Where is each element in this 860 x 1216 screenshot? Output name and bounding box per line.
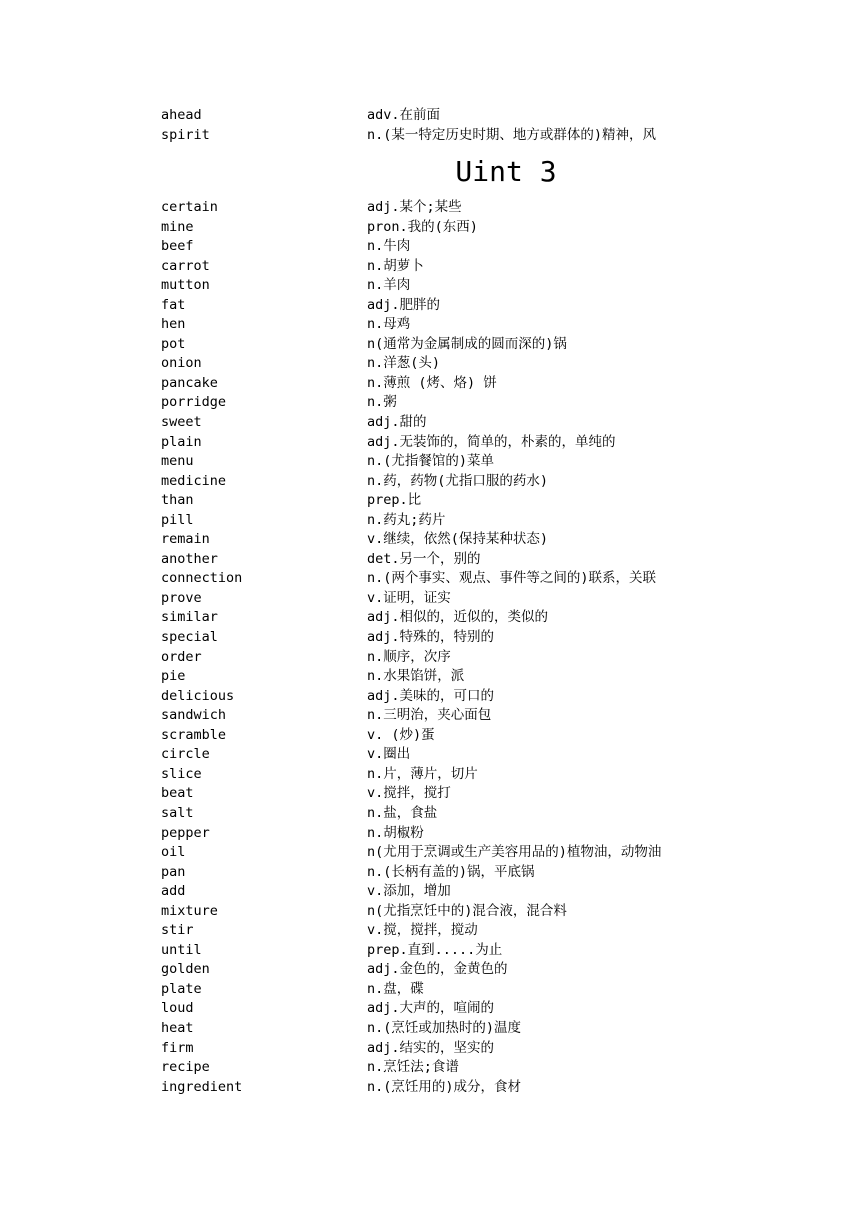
- vocab-row: [161, 1019, 697, 1039]
- vocab-word: special: [161, 629, 218, 646]
- vocab-meaning: v.添加，增加: [367, 883, 451, 900]
- vocab-word: another: [161, 550, 218, 567]
- vocab-meaning: n(通常为金属制成的圆而深的)锅: [367, 335, 567, 352]
- vocab-word: medicine: [161, 472, 227, 489]
- vocab-word: slice: [161, 765, 202, 782]
- vocab-meaning: n.羊肉: [367, 277, 411, 294]
- vocab-meaning: v.搅，搅拌，搅动: [367, 922, 478, 939]
- vocab-row: [161, 452, 697, 472]
- vocab-row: [161, 921, 697, 941]
- vocab-word: golden: [161, 961, 210, 978]
- vocab-row: [161, 218, 697, 238]
- vocab-meaning: n(尤指烹饪中的)混合液，混合料: [367, 902, 567, 919]
- vocab-word: ingredient: [161, 1078, 243, 1095]
- vocab-row: [161, 413, 697, 433]
- vocab-row: [161, 550, 697, 570]
- vocab-word: similar: [161, 609, 218, 626]
- vocab-meaning: adj.结实的，坚实的: [367, 1039, 495, 1056]
- vocab-row: [161, 276, 697, 296]
- vocab-word: firm: [161, 1039, 194, 1056]
- vocab-row: [161, 687, 697, 707]
- vocab-word: loud: [161, 1000, 194, 1017]
- vocab-word: fat: [161, 296, 186, 313]
- vocab-row: [161, 902, 697, 922]
- vocab-row: [161, 335, 697, 355]
- vocab-word: mine: [161, 218, 194, 235]
- vocab-meaning: n.水果馅饼，派: [367, 668, 465, 685]
- vocab-meaning: n.(尤指餐馆的)菜单: [367, 453, 495, 470]
- vocab-meaning: n.(烹饪用的)成分，食材: [367, 1078, 522, 1095]
- vocab-word: hen: [161, 316, 186, 333]
- vocab-row: [161, 804, 697, 824]
- vocab-word: circle: [161, 746, 210, 763]
- vocab-word: remain: [161, 531, 210, 548]
- vocab-meaning: prep.比: [367, 492, 422, 509]
- vocab-word: carrot: [161, 257, 210, 274]
- vocab-meaning: v. (炒)蛋: [367, 726, 435, 743]
- vocab-meaning: adj.金色的，金黄色的: [367, 961, 508, 978]
- vocab-meaning: n.(烹饪或加热时的)温度: [367, 1019, 522, 1036]
- vocab-word: plain: [161, 433, 202, 450]
- vocab-row: [161, 433, 697, 453]
- vocab-word: prove: [161, 589, 202, 606]
- vocab-row: [161, 706, 697, 726]
- vocab-row: [161, 491, 697, 511]
- vocab-meaning: prep.直到.....为止: [367, 941, 503, 958]
- vocab-row: [161, 354, 697, 374]
- vocab-word: order: [161, 648, 202, 665]
- vocab-row: [161, 980, 697, 1000]
- unit-word-list: [161, 198, 697, 1097]
- vocab-meaning: n.胡萝卜: [367, 257, 424, 274]
- vocab-meaning: adj.大声的，喧闹的: [367, 1000, 495, 1017]
- vocab-meaning: adj.美味的，可口的: [367, 687, 495, 704]
- vocab-meaning: n.药，药物(尤指口服的药水): [367, 472, 549, 489]
- vocab-word: onion: [161, 355, 202, 372]
- vocab-word: sandwich: [161, 707, 227, 724]
- vocab-meaning: v.证明，证实: [367, 589, 451, 606]
- vocab-meaning: adj.特殊的，特别的: [367, 629, 495, 646]
- vocab-word: until: [161, 941, 202, 958]
- vocab-row: [161, 393, 697, 413]
- vocab-word: sweet: [161, 414, 202, 431]
- vocab-word: mutton: [161, 277, 210, 294]
- vocab-meaning: n.母鸡: [367, 316, 411, 333]
- vocab-row: [161, 237, 697, 257]
- vocab-word: scramble: [161, 726, 227, 743]
- vocab-word: pan: [161, 863, 186, 880]
- vocab-word: certain: [161, 199, 218, 215]
- vocab-word: stir: [161, 922, 194, 939]
- vocab-meaning: n.洋葱(头): [367, 355, 441, 372]
- vocab-row: [161, 667, 697, 687]
- vocab-row: [161, 1078, 697, 1098]
- unit-heading: Uint 3: [455, 155, 557, 188]
- vocab-row: [161, 726, 697, 746]
- vocab-row: [161, 628, 697, 648]
- vocab-row: [161, 745, 697, 765]
- vocab-meaning: n.粥: [367, 394, 397, 411]
- vocab-meaning: n.片，薄片，切片: [367, 765, 478, 782]
- vocab-row: [161, 530, 697, 550]
- vocab-meaning: n.盐，食盐: [367, 804, 438, 821]
- vocab-row: [161, 1058, 697, 1078]
- vocab-row: [161, 882, 697, 902]
- vocab-word: menu: [161, 453, 194, 470]
- vocab-row: [161, 784, 697, 804]
- vocab-meaning: n.(两个事实、观点、事件等之间的)联系，关联: [367, 570, 657, 587]
- vocab-row: [161, 765, 697, 785]
- vocab-word: delicious: [161, 687, 235, 704]
- vocab-row: [161, 941, 697, 961]
- vocab-word: pot: [161, 335, 186, 352]
- previous-unit-word-list: [161, 106, 697, 145]
- vocab-row: [161, 569, 697, 589]
- vocab-word: connection: [161, 570, 243, 587]
- vocab-word: than: [161, 492, 194, 509]
- vocab-meaning: n.薄煎 (烤、烙) 饼: [367, 374, 497, 391]
- vocab-row: [161, 106, 697, 126]
- vocab-row: [161, 863, 697, 883]
- vocab-row: [161, 374, 697, 394]
- vocab-word: oil: [161, 844, 186, 861]
- vocab-meaning: adj.相似的，近似的，类似的: [367, 609, 549, 626]
- vocab-meaning: adj.甜的: [367, 414, 427, 431]
- vocab-word: spirit: [161, 126, 210, 143]
- vocab-meaning: n.(长柄有盖的)锅，平底锅: [367, 863, 535, 880]
- vocab-word: beat: [161, 785, 194, 802]
- vocab-row: [161, 824, 697, 844]
- vocab-meaning: n.牛肉: [367, 238, 411, 255]
- vocab-meaning: adj.无装饰的，简单的，朴素的，单纯的: [367, 433, 616, 450]
- vocab-word: plate: [161, 980, 202, 997]
- vocab-meaning: v.继续，依然(保持某种状态): [367, 531, 549, 548]
- vocab-row: [161, 126, 697, 146]
- vocab-word: ahead: [161, 107, 202, 123]
- vocab-row: [161, 843, 697, 863]
- vocab-meaning: adj.肥胖的: [367, 296, 441, 313]
- vocab-word: add: [161, 883, 186, 900]
- vocab-meaning: n.三明治，夹心面包: [367, 707, 492, 724]
- vocab-word: salt: [161, 804, 194, 821]
- vocab-meaning: v.圈出: [367, 746, 411, 763]
- vocab-meaning: adv.在前面: [367, 107, 441, 123]
- vocab-meaning: n.药丸;药片: [367, 511, 446, 528]
- vocab-meaning: n.胡椒粉: [367, 824, 424, 841]
- vocab-row: [161, 648, 697, 668]
- vocab-meaning: adj.某个;某些: [367, 199, 462, 215]
- vocab-word: heat: [161, 1019, 194, 1036]
- vocab-row: [161, 257, 697, 277]
- vocab-word: pancake: [161, 374, 218, 391]
- vocab-word: mixture: [161, 902, 218, 919]
- vocab-meaning: v.搅拌，搅打: [367, 785, 451, 802]
- vocab-meaning: n.盘，碟: [367, 980, 424, 997]
- vocab-row: [161, 589, 697, 609]
- vocab-row: [161, 511, 697, 531]
- vocab-row: [161, 315, 697, 335]
- vocab-meaning: n.烹饪法;食谱: [367, 1059, 459, 1076]
- vocab-meaning: n.(某一特定历史时期、地方或群体的)精神，风: [367, 126, 657, 143]
- vocab-row: [161, 296, 697, 316]
- vocab-meaning: det.另一个，别的: [367, 550, 481, 567]
- vocab-row: [161, 198, 697, 218]
- vocab-meaning: n.顺序，次序: [367, 648, 451, 665]
- vocab-word: recipe: [161, 1059, 210, 1076]
- vocab-word: beef: [161, 238, 194, 255]
- vocab-row: [161, 960, 697, 980]
- vocab-row: [161, 608, 697, 628]
- vocab-row: [161, 472, 697, 492]
- vocab-word: pill: [161, 511, 194, 528]
- vocab-word: porridge: [161, 394, 227, 411]
- vocab-word: pepper: [161, 824, 210, 841]
- vocab-meaning: n(尤用于烹调或生产美容用品的)植物油，动物油: [367, 844, 662, 861]
- vocab-word: pie: [161, 668, 186, 685]
- vocab-row: [161, 999, 697, 1019]
- vocab-row: [161, 1039, 697, 1059]
- vocab-meaning: pron.我的(东西): [367, 218, 478, 235]
